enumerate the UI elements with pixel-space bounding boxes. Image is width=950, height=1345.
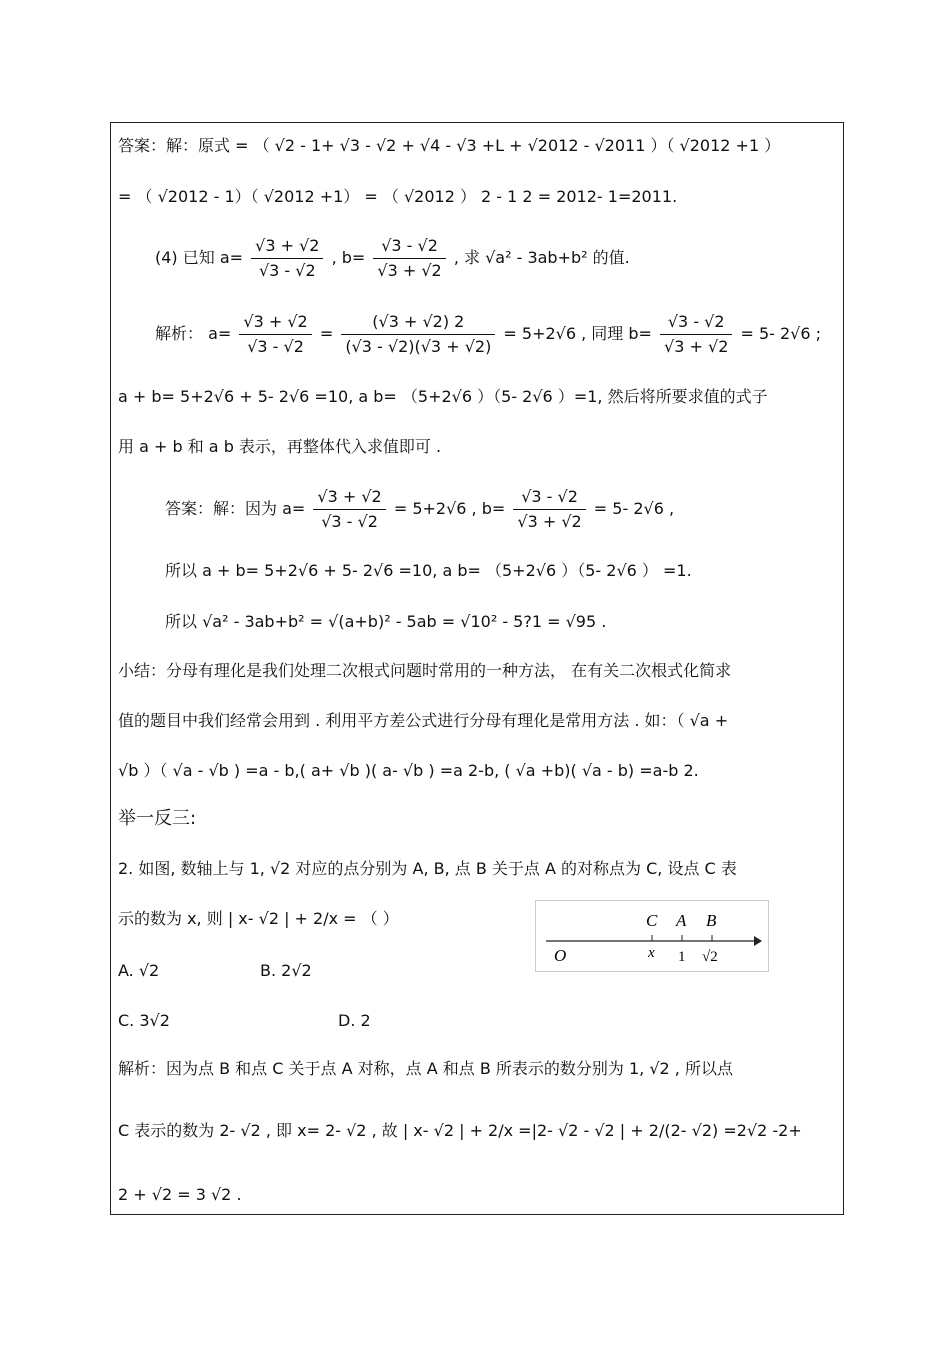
fraction-b: $\frac{√3 - √2}{√3 + √2}$ [373, 235, 445, 282]
solution-line-2: C 表示的数为 2- √2 , 即 x= 2- √2 , 故 | x- √2 | + 2/x =|2- √2 - √2 | + 2/(2- √2) =2√2 -2+ [118, 1121, 802, 1140]
analysis-prefix: 解析： a= [155, 324, 232, 343]
q4-suffix: , 求 √a² - 3ab+b² 的值. [453, 248, 630, 267]
summary-line-3: √b ）（ √a - √b ) =a - b,( a+ √b )( a- √b ) =a 2-b, ( √a +b)( √a - b) =a-b 2. [118, 761, 699, 780]
answer-4-line-1 [165, 486, 674, 533]
solution-line-1: 解析：因为点 B 和点 C 关于点 A 对称，点 A 和点 B 所表示的数分别为 1, √2 , 所以点 [118, 1059, 733, 1078]
fraction-b: $\frac{√3 - √2}{√3 + √2}$ [513, 486, 585, 533]
tick-sqrt2: √2 [702, 949, 718, 965]
analysis-line-2: a + b= 5+2√6 + 5- 2√6 =10, a b= （5+2√6 ）（5- 2√6 ）=1, 然后将所要求值的式子 [118, 387, 768, 406]
label-c: C [646, 911, 658, 930]
analysis-suffix: = 5- 2√6 ; [740, 324, 822, 343]
tick-x: x [648, 945, 655, 961]
option-a: A. √2 [118, 961, 160, 980]
tick-1: 1 [678, 949, 686, 965]
option-b: B. 2√2 [260, 961, 312, 980]
problem-2-line-1: 2. 如图, 数轴上与 1, √2 对应的点分别为 A, B, 点 B 关于点 A 的对称点为 C, 设点 C 表 [118, 859, 737, 878]
answer-4-line-3: 所以 √a² - 3ab+b² = √(a+b)² - 5ab = √10² - 5?1 = √95 . [165, 612, 607, 631]
tick-o: O [554, 946, 567, 965]
answer-4-suffix: = 5- 2√6 , [593, 499, 675, 518]
analysis-line-3: 用 a + b 和 a b 表示，再整体代入求值即可 . [118, 437, 442, 456]
q4-prefix: (4) 已知 a= [155, 248, 244, 267]
q4-mid: , b= [331, 248, 366, 267]
summary-line-1: 小结：分母有理化是我们处理二次根式问题时常用的一种方法， 在有关二次根式化简求 [118, 661, 732, 680]
answer-4-line-2: 所以 a + b= 5+2√6 + 5- 2√6 =10, a b= （5+2√6 ）（5- 2√6 ） =1. [165, 561, 692, 580]
fraction-a-squared: $\frac{(√3 + √2) 2}{(√3 - √2)(√3 + √2)}$ [341, 311, 495, 358]
fraction-a: $\frac{√3 + √2}{√3 - √2}$ [251, 235, 323, 282]
number-line-figure [535, 900, 769, 972]
answer-4-mid: = 5+2√6 , b= [393, 499, 506, 518]
label-a: A [676, 911, 687, 930]
section-heading: 举一反三: [118, 808, 197, 829]
question-4 [155, 235, 630, 282]
answer-line-1: 答案：解：原式 = （ √2 - 1+ √3 - √2 + √4 - √3 +L + √2012 - √2011 ）（ √2012 +1 ） [118, 136, 781, 155]
fraction-a: $\frac{√3 + √2}{√3 - √2}$ [313, 486, 385, 533]
problem-2-line-2: 示的数为 x, 则 | x- √2 | + 2/x = （ ） [118, 909, 399, 928]
option-d: D. 2 [338, 1011, 371, 1030]
fraction-b: $\frac{√3 - √2}{√3 + √2}$ [660, 311, 732, 358]
summary-line-2: 值的题目中我们经常会用到 . 利用平方差公式进行分母有理化是常用方法 . 如：（ √a + [118, 711, 729, 730]
option-c: C. 3√2 [118, 1011, 170, 1030]
analysis-line-1: 解析： a= $\frac{√3 + √2}{√3 - √2}$ = $\frac{(√3 + √2) 2}{(√3 - √2)(√3 + √2)}$ = 5+2√6 , 同理 b= $\frac{√3 - √2}{√3 + √2}$ = 5- 2√6 ; [155, 312, 822, 356]
solution-line-3: 2 + √2 = 3 √2 . [118, 1185, 242, 1204]
fraction-a: $\frac{√3 + √2}{√3 - √2}$ [239, 311, 311, 358]
answer-4-prefix: 答案：解：因为 a= [165, 499, 306, 518]
number-line-svg [536, 901, 768, 971]
analysis-mid: = 5+2√6 , 同理 b= [503, 324, 652, 343]
label-b: B [706, 911, 717, 930]
answer-line-2: = （ √2012 - 1）（ √2012 +1） = （ √2012 ） 2 - 1 2 = 2012- 1=2011. [118, 187, 678, 206]
